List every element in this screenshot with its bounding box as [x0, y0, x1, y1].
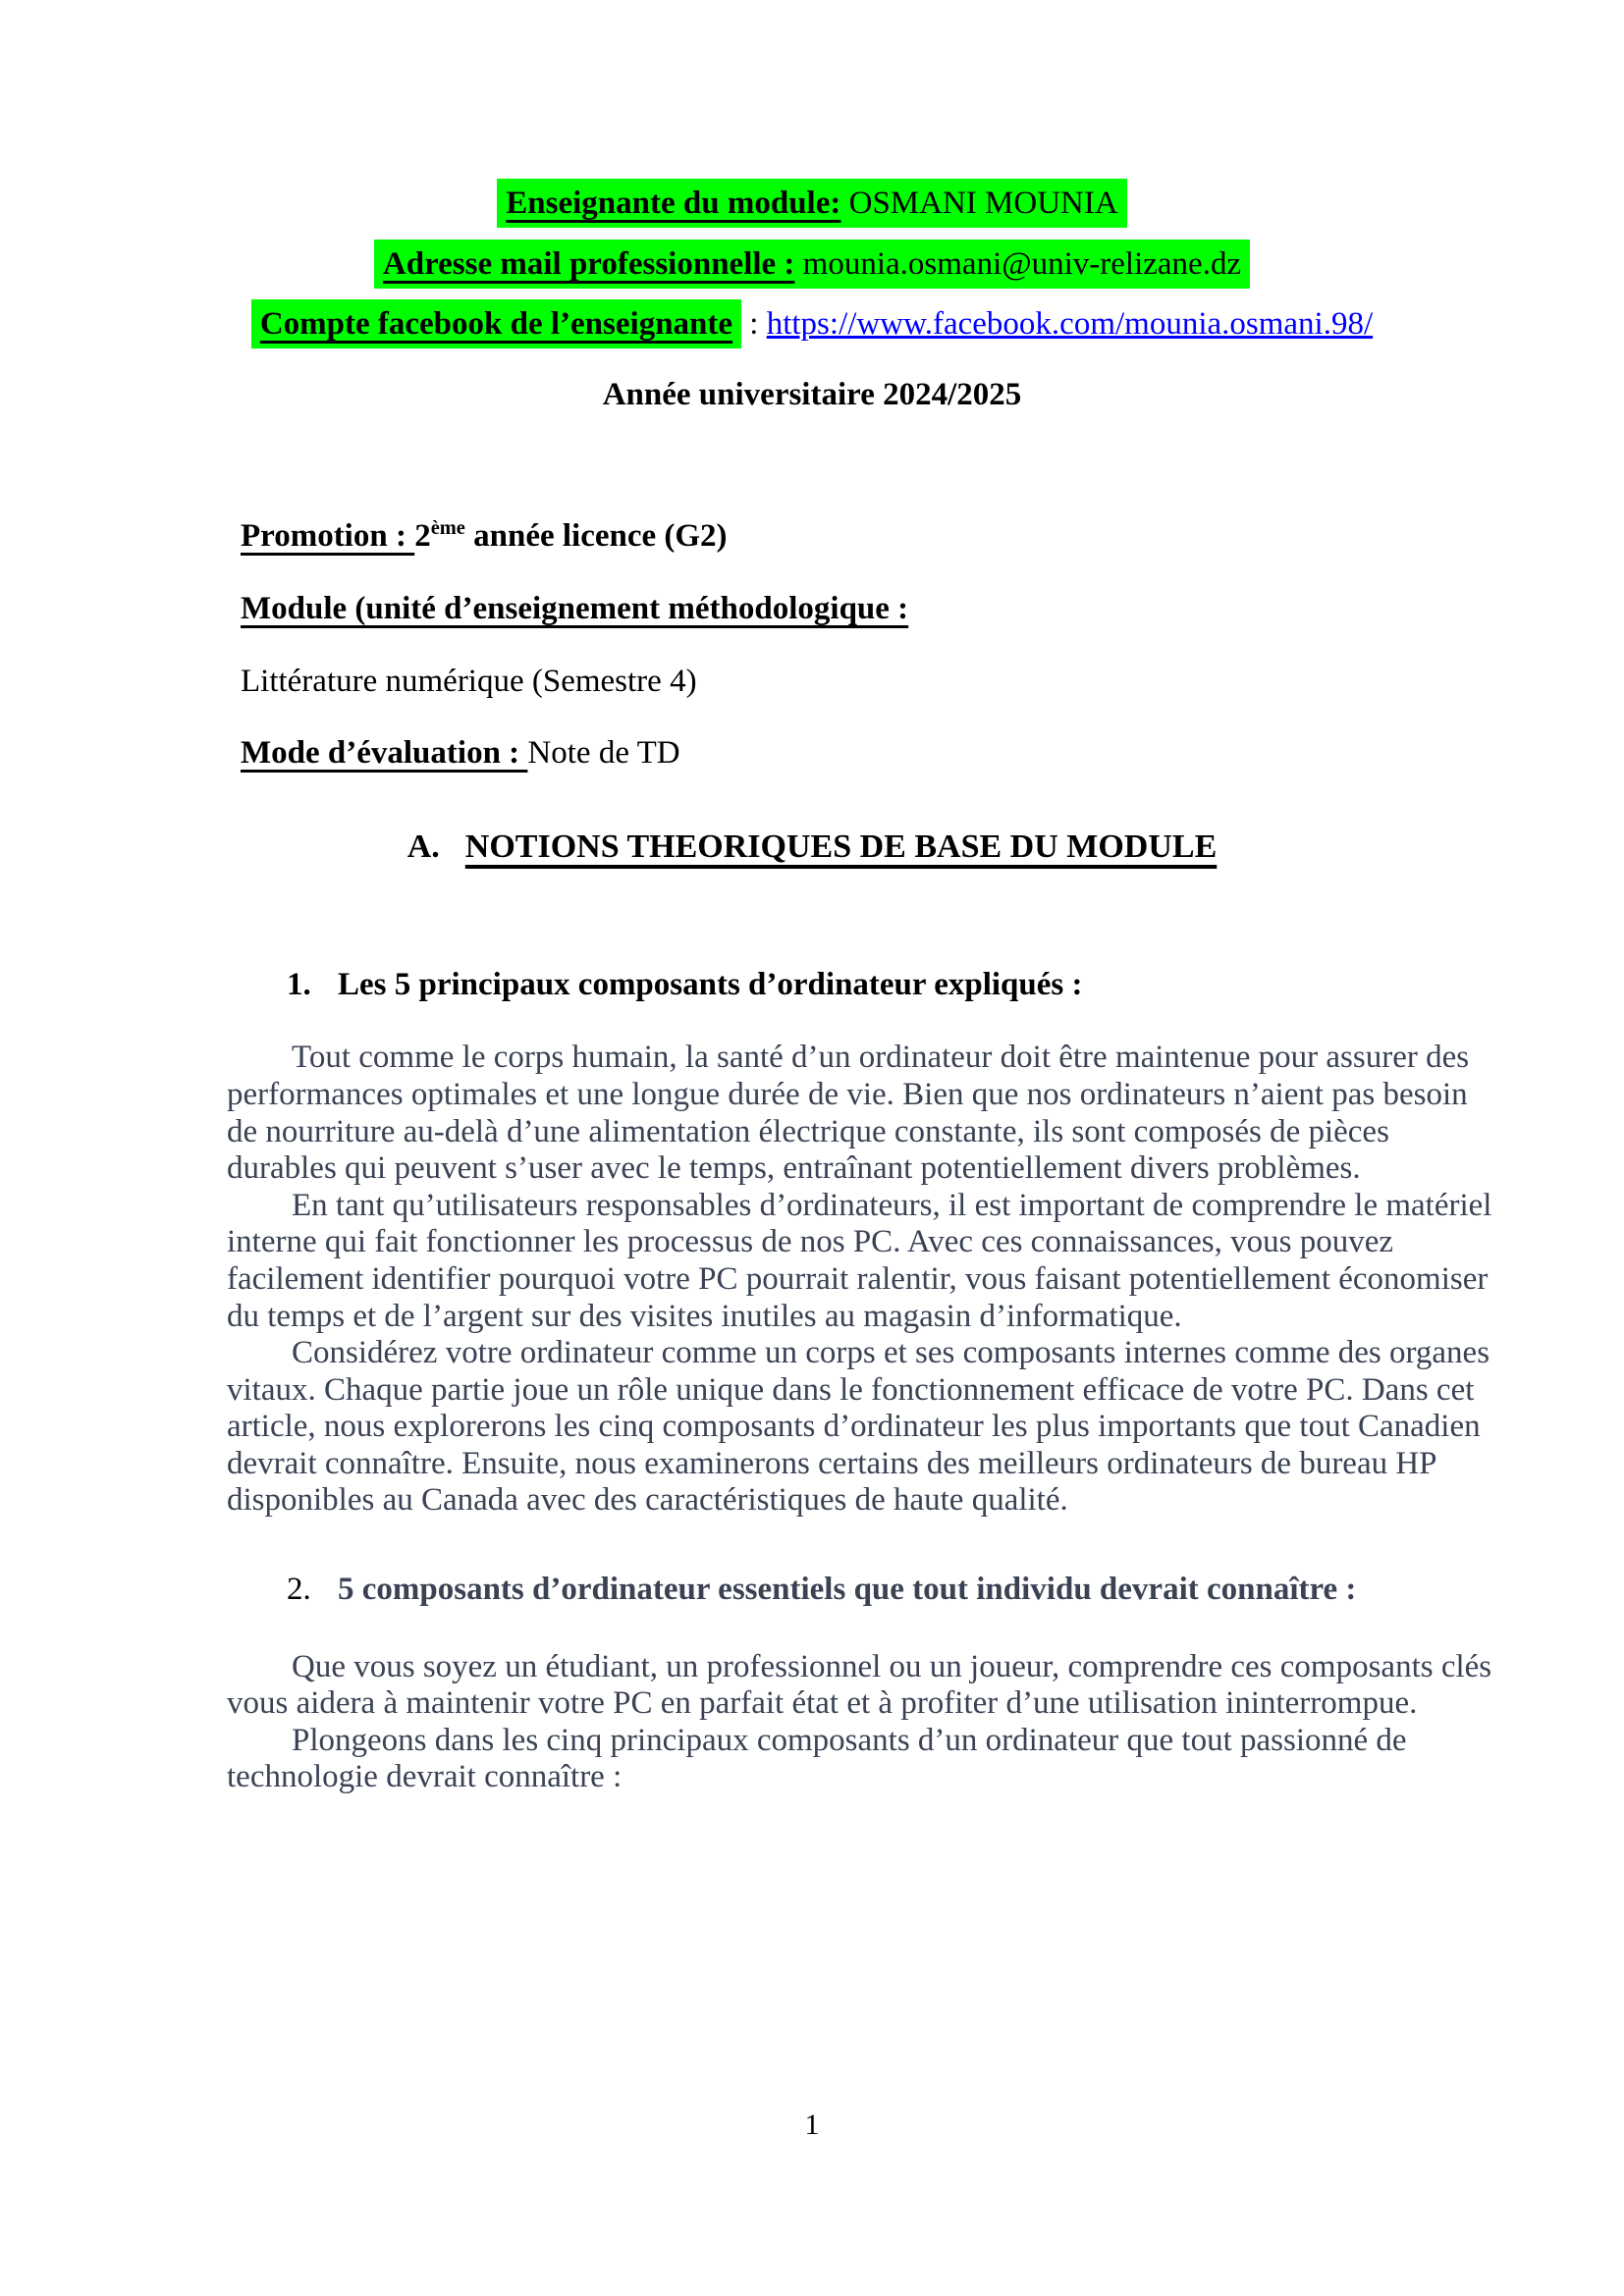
- header-line-email: [0, 245, 1624, 285]
- header-line-facebook: [0, 305, 1624, 345]
- promotion-label: Promotion :: [241, 518, 415, 555]
- promotion-value-rest: année licence (G2): [464, 518, 728, 555]
- module-value-line: Littérature numérique (Semestre 4): [241, 663, 697, 699]
- academic-year-line: Année universitaire 2024/2025: [602, 376, 1022, 412]
- module-label-line: [241, 590, 1624, 629]
- email-label: Adresse mail professionnelle :: [382, 245, 795, 282]
- module-label: Module (unité d’enseignement méthodologique :: [241, 590, 909, 626]
- paragraph: Que vous soyez un étudiant, un professionnel ou un joueur, comprendre ces composants clés vous aidera à maintenir votre PC en parfait état et à profiter d’une utilisation ininterrompue.: [227, 1648, 1492, 1722]
- promotion-value-base: 2: [414, 518, 431, 555]
- section-1-title: Les 5 principaux composants d’ordinateur expliqués :: [338, 966, 1083, 1002]
- paragraph: En tant qu’utilisateurs responsables d’ordinateurs, il est important de comprendre le matériel interne qui fait fonctionner les processus de nos PC. Avec ces connaissances, vous pouvez facilement identifier pourquoi votre PC pourrait ralentir, vous faisant potentiellement économiser du temps et de l’argent sur des visites inutiles au magasin d’informatique.: [227, 1187, 1492, 1334]
- section-a-number: A.: [406, 828, 440, 865]
- section-2-number: 2.: [287, 1572, 311, 1608]
- section-1-heading: [287, 966, 1565, 1005]
- highlight-teacher: [497, 179, 1126, 228]
- section-a-title: NOTIONS THEORIQUES DE BASE DU MODULE: [464, 828, 1218, 865]
- section-2-heading: [287, 1571, 1565, 1610]
- paragraph: Plongeons dans les cinq principaux composants d’un ordinateur que tout passionné de technologie devrait connaître :: [227, 1722, 1407, 1795]
- section-1-number: 1.: [287, 966, 311, 1002]
- promotion-line: [241, 516, 1624, 557]
- module-info-block: [241, 516, 1624, 773]
- teacher-label: Enseignante du module:: [506, 186, 841, 221]
- facebook-label: Compte facebook de l’enseignante: [259, 306, 733, 343]
- evaluation-label: Mode d’évaluation :: [241, 735, 528, 772]
- section-a-heading: [0, 828, 1624, 866]
- email-value: mounia.osmani@univ-relizane.dz: [794, 245, 1242, 282]
- document-header: [0, 0, 1624, 414]
- highlight-facebook: [251, 299, 741, 348]
- highlight-email: [374, 240, 1250, 289]
- section-2-paragraphs: [227, 1649, 1503, 1796]
- evaluation-line: [241, 734, 1624, 774]
- paragraph: Tout comme le corps humain, la santé d’un ordinateur doit être maintenue pour assurer des performances optimales et une longue durée de vie. Bien que nos ordinateurs n’aient pas besoin de nourriture au-delà d’une alimentation électrique constante, ils sont composés de pièces durables qui peuvent s’user avec le temps, entraînant potentiellement divers problèmes.: [227, 1040, 1470, 1187]
- section-1-paragraphs: [227, 1040, 1503, 1520]
- facebook-separator: :: [741, 306, 767, 343]
- facebook-link[interactable]: https://www.facebook.com/mounia.osmani.98/: [766, 306, 1374, 343]
- section-2-title: 5 composants d’ordinateur essentiels que tout individu devrait connaître :: [338, 1572, 1357, 1608]
- teacher-name: OSMANI MOUNIA: [840, 186, 1118, 221]
- paragraph: Considérez votre ordinateur comme un corps et ses composants internes comme des organes vitaux. Chaque partie joue un rôle unique dans le fonctionnement efficace de votre PC. Dans cet article, nous explorerons les cinq composants d’ordinateur les plus importants que tout Canadien devrait connaître. Ensuite, nous examinerons certains des meilleurs ordinateurs de bureau HP disponibles au Canada avec des caractéristiques de haute qualité.: [227, 1335, 1490, 1519]
- header-line-teacher: [0, 185, 1624, 224]
- page-number: 1: [804, 2109, 820, 2141]
- evaluation-value: Note de TD: [527, 735, 680, 772]
- promotion-value-sup: ème: [430, 517, 465, 540]
